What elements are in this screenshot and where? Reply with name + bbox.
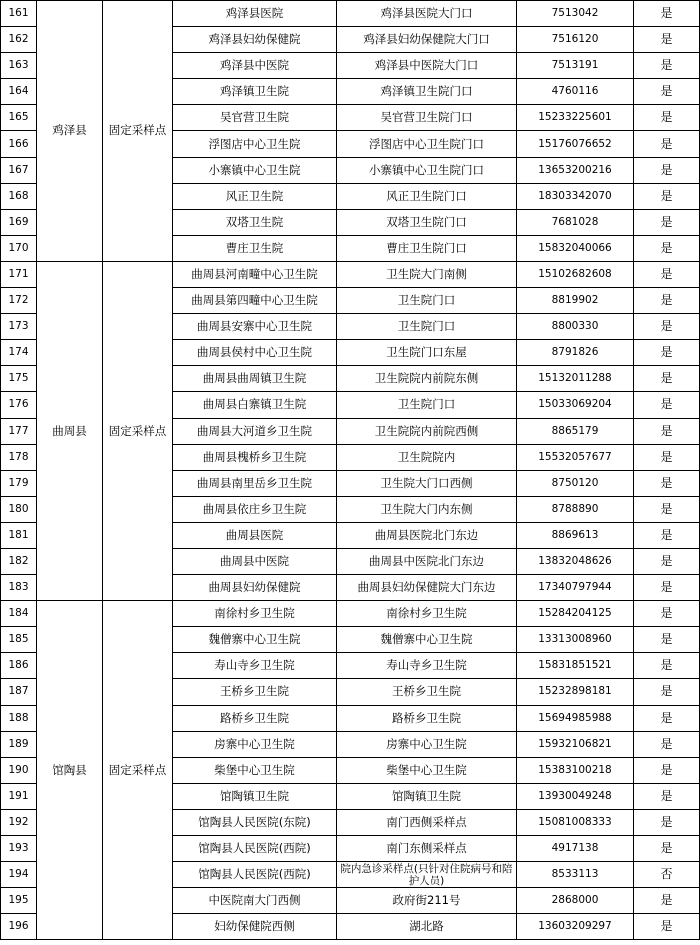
row-number: 184 bbox=[1, 601, 37, 627]
row-number: 188 bbox=[1, 705, 37, 731]
contact-phone: 8750120 bbox=[517, 470, 634, 496]
open-flag: 是 bbox=[634, 340, 700, 366]
institution-name: 南徐村乡卫生院 bbox=[173, 601, 337, 627]
sampling-location: 政府街211号 bbox=[337, 888, 517, 914]
sampling-location: 南徐村乡卫生院 bbox=[337, 601, 517, 627]
row-number: 173 bbox=[1, 314, 37, 340]
open-flag: 是 bbox=[634, 444, 700, 470]
institution-name: 曲周县槐桥乡卫生院 bbox=[173, 444, 337, 470]
contact-phone: 8791826 bbox=[517, 340, 634, 366]
row-number: 175 bbox=[1, 366, 37, 392]
sampling-location: 寿山寺乡卫生院 bbox=[337, 653, 517, 679]
contact-phone: 15383100218 bbox=[517, 757, 634, 783]
open-flag: 是 bbox=[634, 131, 700, 157]
institution-name: 曲周县妇幼保健院 bbox=[173, 575, 337, 601]
contact-phone: 15233225601 bbox=[517, 105, 634, 131]
sampling-location: 鸡泽镇卫生院门口 bbox=[337, 79, 517, 105]
row-number: 176 bbox=[1, 392, 37, 418]
row-number: 164 bbox=[1, 79, 37, 105]
institution-name: 双塔卫生院 bbox=[173, 209, 337, 235]
table-row bbox=[1, 1, 700, 27]
contact-phone: 15284204125 bbox=[517, 601, 634, 627]
contact-phone: 13313008960 bbox=[517, 627, 634, 653]
contact-phone: 15132011288 bbox=[517, 366, 634, 392]
row-number: 169 bbox=[1, 209, 37, 235]
open-flag: 是 bbox=[634, 627, 700, 653]
institution-name: 吴官营卫生院 bbox=[173, 105, 337, 131]
institution-name: 曲周县白寨镇卫生院 bbox=[173, 392, 337, 418]
contact-phone: 15932106821 bbox=[517, 731, 634, 757]
sampling-location: 南门西侧采样点 bbox=[337, 809, 517, 835]
sampling-location: 曹庄卫生院门口 bbox=[337, 235, 517, 261]
sampling-location: 卫生院院内前院西侧 bbox=[337, 418, 517, 444]
open-flag: 否 bbox=[634, 862, 700, 888]
contact-phone: 15694985988 bbox=[517, 705, 634, 731]
row-number: 180 bbox=[1, 496, 37, 522]
open-flag: 是 bbox=[634, 888, 700, 914]
sampling-location: 卫生院门口东屋 bbox=[337, 340, 517, 366]
row-number: 171 bbox=[1, 261, 37, 287]
row-number: 165 bbox=[1, 105, 37, 131]
institution-name: 中医院南大门西侧 bbox=[173, 888, 337, 914]
contact-phone: 8533113 bbox=[517, 862, 634, 888]
row-number: 163 bbox=[1, 53, 37, 79]
sampling-location: 卫生院院内前院东侧 bbox=[337, 366, 517, 392]
contact-phone: 7516120 bbox=[517, 27, 634, 53]
institution-name: 曲周县第四疃中心卫生院 bbox=[173, 288, 337, 314]
institution-name: 柴堡中心卫生院 bbox=[173, 757, 337, 783]
institution-name: 馆陶县人民医院(西院) bbox=[173, 862, 337, 888]
open-flag: 是 bbox=[634, 470, 700, 496]
open-flag: 是 bbox=[634, 757, 700, 783]
contact-phone: 4760116 bbox=[517, 79, 634, 105]
site-type-cell: 固定采样点 bbox=[103, 601, 173, 940]
sampling-location: 鸡泽县妇幼保健院大门口 bbox=[337, 27, 517, 53]
county-cell: 馆陶县 bbox=[37, 601, 103, 940]
contact-phone: 7681028 bbox=[517, 209, 634, 235]
county-cell: 鸡泽县 bbox=[37, 1, 103, 262]
row-number: 196 bbox=[1, 914, 37, 940]
open-flag: 是 bbox=[634, 366, 700, 392]
sampling-location: 院内急诊采样点(只针对住院病号和陪护人员) bbox=[337, 862, 517, 888]
site-type-cell: 固定采样点 bbox=[103, 261, 173, 600]
contact-phone: 13930049248 bbox=[517, 783, 634, 809]
row-number: 189 bbox=[1, 731, 37, 757]
institution-name: 曲周县大河道乡卫生院 bbox=[173, 418, 337, 444]
contact-phone: 15832040066 bbox=[517, 235, 634, 261]
open-flag: 是 bbox=[634, 496, 700, 522]
institution-name: 馆陶县人民医院(东院) bbox=[173, 809, 337, 835]
row-number: 166 bbox=[1, 131, 37, 157]
institution-name: 曲周县南里岳乡卫生院 bbox=[173, 470, 337, 496]
sampling-location: 风正卫生院门口 bbox=[337, 183, 517, 209]
institution-name: 鸡泽县医院 bbox=[173, 1, 337, 27]
row-number: 182 bbox=[1, 548, 37, 574]
sampling-location: 鸡泽县中医院大门口 bbox=[337, 53, 517, 79]
sampling-location: 曲周县妇幼保健院大门东边 bbox=[337, 575, 517, 601]
sampling-location: 卫生院大门口西侧 bbox=[337, 470, 517, 496]
institution-name: 寿山寺乡卫生院 bbox=[173, 653, 337, 679]
contact-phone: 15033069204 bbox=[517, 392, 634, 418]
contact-phone: 7513191 bbox=[517, 53, 634, 79]
open-flag: 是 bbox=[634, 522, 700, 548]
sampling-location: 卫生院门口 bbox=[337, 314, 517, 340]
sampling-location: 房寨中心卫生院 bbox=[337, 731, 517, 757]
open-flag: 是 bbox=[634, 705, 700, 731]
contact-phone: 8865179 bbox=[517, 418, 634, 444]
contact-phone: 17340797944 bbox=[517, 575, 634, 601]
contact-phone: 13653200216 bbox=[517, 157, 634, 183]
contact-phone: 15831851521 bbox=[517, 653, 634, 679]
sampling-location: 曲周县中医院北门东边 bbox=[337, 548, 517, 574]
row-number: 181 bbox=[1, 522, 37, 548]
contact-phone: 8788890 bbox=[517, 496, 634, 522]
row-number: 192 bbox=[1, 809, 37, 835]
institution-name: 曲周县侯村中心卫生院 bbox=[173, 340, 337, 366]
institution-name: 曲周县中医院 bbox=[173, 548, 337, 574]
sampling-location: 卫生院大门内东侧 bbox=[337, 496, 517, 522]
open-flag: 是 bbox=[634, 392, 700, 418]
open-flag: 是 bbox=[634, 27, 700, 53]
open-flag: 是 bbox=[634, 53, 700, 79]
table-row bbox=[1, 261, 700, 287]
row-number: 178 bbox=[1, 444, 37, 470]
row-number: 186 bbox=[1, 653, 37, 679]
sampling-location: 湖北路 bbox=[337, 914, 517, 940]
institution-name: 曲周县河南疃中心卫生院 bbox=[173, 261, 337, 287]
contact-phone: 2868000 bbox=[517, 888, 634, 914]
row-number: 177 bbox=[1, 418, 37, 444]
institution-name: 曲周县依庄乡卫生院 bbox=[173, 496, 337, 522]
sampling-location: 鸡泽县医院大门口 bbox=[337, 1, 517, 27]
sampling-location: 卫生院门口 bbox=[337, 392, 517, 418]
open-flag: 是 bbox=[634, 183, 700, 209]
contact-phone: 18303342070 bbox=[517, 183, 634, 209]
sampling-location: 魏僧寨中心卫生院 bbox=[337, 627, 517, 653]
contact-phone: 13832048626 bbox=[517, 548, 634, 574]
open-flag: 是 bbox=[634, 288, 700, 314]
contact-phone: 8869613 bbox=[517, 522, 634, 548]
institution-name: 路桥乡卫生院 bbox=[173, 705, 337, 731]
row-number: 183 bbox=[1, 575, 37, 601]
sampling-location: 卫生院院内 bbox=[337, 444, 517, 470]
contact-phone: 15102682608 bbox=[517, 261, 634, 287]
row-number: 190 bbox=[1, 757, 37, 783]
row-number: 179 bbox=[1, 470, 37, 496]
open-flag: 是 bbox=[634, 783, 700, 809]
institution-name: 浮图店中心卫生院 bbox=[173, 131, 337, 157]
row-number: 174 bbox=[1, 340, 37, 366]
sampling-location: 南门东侧采样点 bbox=[337, 836, 517, 862]
row-number: 195 bbox=[1, 888, 37, 914]
sampling-location: 卫生院门口 bbox=[337, 288, 517, 314]
contact-phone: 15176076652 bbox=[517, 131, 634, 157]
open-flag: 是 bbox=[634, 157, 700, 183]
row-number: 167 bbox=[1, 157, 37, 183]
open-flag: 是 bbox=[634, 653, 700, 679]
open-flag: 是 bbox=[634, 601, 700, 627]
open-flag: 是 bbox=[634, 418, 700, 444]
sampling-location: 小寨镇中心卫生院门口 bbox=[337, 157, 517, 183]
sampling-location: 浮图店中心卫生院门口 bbox=[337, 131, 517, 157]
site-type-cell: 固定采样点 bbox=[103, 1, 173, 262]
sampling-location: 柴堡中心卫生院 bbox=[337, 757, 517, 783]
open-flag: 是 bbox=[634, 679, 700, 705]
table-row bbox=[1, 601, 700, 627]
open-flag: 是 bbox=[634, 79, 700, 105]
open-flag: 是 bbox=[634, 1, 700, 27]
sampling-location: 王桥乡卫生院 bbox=[337, 679, 517, 705]
institution-name: 风正卫生院 bbox=[173, 183, 337, 209]
sampling-location: 曲周县医院北门东边 bbox=[337, 522, 517, 548]
row-number: 168 bbox=[1, 183, 37, 209]
open-flag: 是 bbox=[634, 314, 700, 340]
institution-name: 房寨中心卫生院 bbox=[173, 731, 337, 757]
institution-name: 魏僧寨中心卫生院 bbox=[173, 627, 337, 653]
sampling-location: 卫生院大门南侧 bbox=[337, 261, 517, 287]
open-flag: 是 bbox=[634, 235, 700, 261]
row-number: 187 bbox=[1, 679, 37, 705]
contact-phone: 15232898181 bbox=[517, 679, 634, 705]
contact-phone: 8819902 bbox=[517, 288, 634, 314]
open-flag: 是 bbox=[634, 105, 700, 131]
contact-phone: 7513042 bbox=[517, 1, 634, 27]
open-flag: 是 bbox=[634, 575, 700, 601]
institution-name: 曲周县曲周镇卫生院 bbox=[173, 366, 337, 392]
open-flag: 是 bbox=[634, 809, 700, 835]
institution-name: 曲周县医院 bbox=[173, 522, 337, 548]
institution-name: 馆陶镇卫生院 bbox=[173, 783, 337, 809]
contact-phone: 15081008333 bbox=[517, 809, 634, 835]
institution-name: 鸡泽县妇幼保健院 bbox=[173, 27, 337, 53]
contact-phone: 8800330 bbox=[517, 314, 634, 340]
row-number: 172 bbox=[1, 288, 37, 314]
row-number: 170 bbox=[1, 235, 37, 261]
open-flag: 是 bbox=[634, 548, 700, 574]
table-body bbox=[1, 1, 700, 940]
row-number: 193 bbox=[1, 836, 37, 862]
institution-name: 王桥乡卫生院 bbox=[173, 679, 337, 705]
sampling-location: 路桥乡卫生院 bbox=[337, 705, 517, 731]
institution-name: 鸡泽县中医院 bbox=[173, 53, 337, 79]
institution-name: 鸡泽镇卫生院 bbox=[173, 79, 337, 105]
sampling-location: 馆陶镇卫生院 bbox=[337, 783, 517, 809]
row-number: 191 bbox=[1, 783, 37, 809]
row-number: 185 bbox=[1, 627, 37, 653]
institution-name: 曹庄卫生院 bbox=[173, 235, 337, 261]
contact-phone: 4917138 bbox=[517, 836, 634, 862]
open-flag: 是 bbox=[634, 836, 700, 862]
county-cell: 曲周县 bbox=[37, 261, 103, 600]
institution-name: 妇幼保健院西侧 bbox=[173, 914, 337, 940]
institution-name: 小寨镇中心卫生院 bbox=[173, 157, 337, 183]
institution-name: 曲周县安寨中心卫生院 bbox=[173, 314, 337, 340]
open-flag: 是 bbox=[634, 261, 700, 287]
open-flag: 是 bbox=[634, 731, 700, 757]
sampling-location: 吴官营卫生院门口 bbox=[337, 105, 517, 131]
row-number: 194 bbox=[1, 862, 37, 888]
open-flag: 是 bbox=[634, 209, 700, 235]
contact-phone: 13603209297 bbox=[517, 914, 634, 940]
institution-name: 馆陶县人民医院(西院) bbox=[173, 836, 337, 862]
sampling-location: 双塔卫生院门口 bbox=[337, 209, 517, 235]
open-flag: 是 bbox=[634, 914, 700, 940]
row-number: 161 bbox=[1, 1, 37, 27]
contact-phone: 15532057677 bbox=[517, 444, 634, 470]
row-number: 162 bbox=[1, 27, 37, 53]
